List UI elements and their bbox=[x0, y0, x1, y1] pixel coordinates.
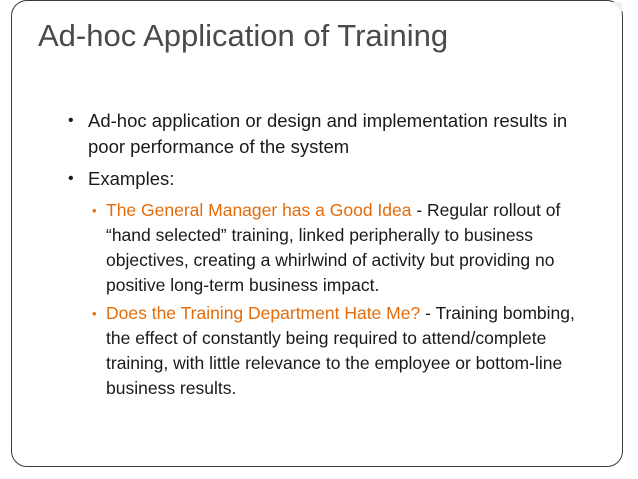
bullet-icon: • bbox=[68, 170, 74, 187]
sub-bullet-icon: • bbox=[92, 203, 97, 218]
sub-bullet-item bbox=[88, 198, 596, 298]
corner-decoration bbox=[612, 2, 622, 12]
slide-content bbox=[64, 108, 604, 404]
bullet-item bbox=[64, 108, 604, 160]
bullet-item bbox=[64, 166, 604, 192]
bullet-text: Ad-hoc application or design and implementation results in poor performance of the system bbox=[88, 110, 568, 157]
sub-bullet-icon: • bbox=[92, 306, 97, 321]
example-highlight: The General Manager has a Good Idea bbox=[106, 200, 412, 220]
slide-title: Ad-hoc Application of Training bbox=[38, 18, 449, 53]
bullet-icon: • bbox=[68, 112, 74, 129]
example-text: - Regular rollout of “hand selected” training, linked peripherally to business objectives, creating a whirlwind of activity but providing no positive long-term business impact. bbox=[106, 200, 561, 295]
bullet-text: Examples: bbox=[88, 168, 175, 189]
example-text: - Training bombing, the effect of constantly being required to attend/complete training, with little relevance to the employee or bottom-line business results. bbox=[106, 303, 575, 398]
sub-bullet-item bbox=[88, 301, 596, 401]
example-highlight: Does the Training Department Hate Me? bbox=[106, 303, 421, 323]
